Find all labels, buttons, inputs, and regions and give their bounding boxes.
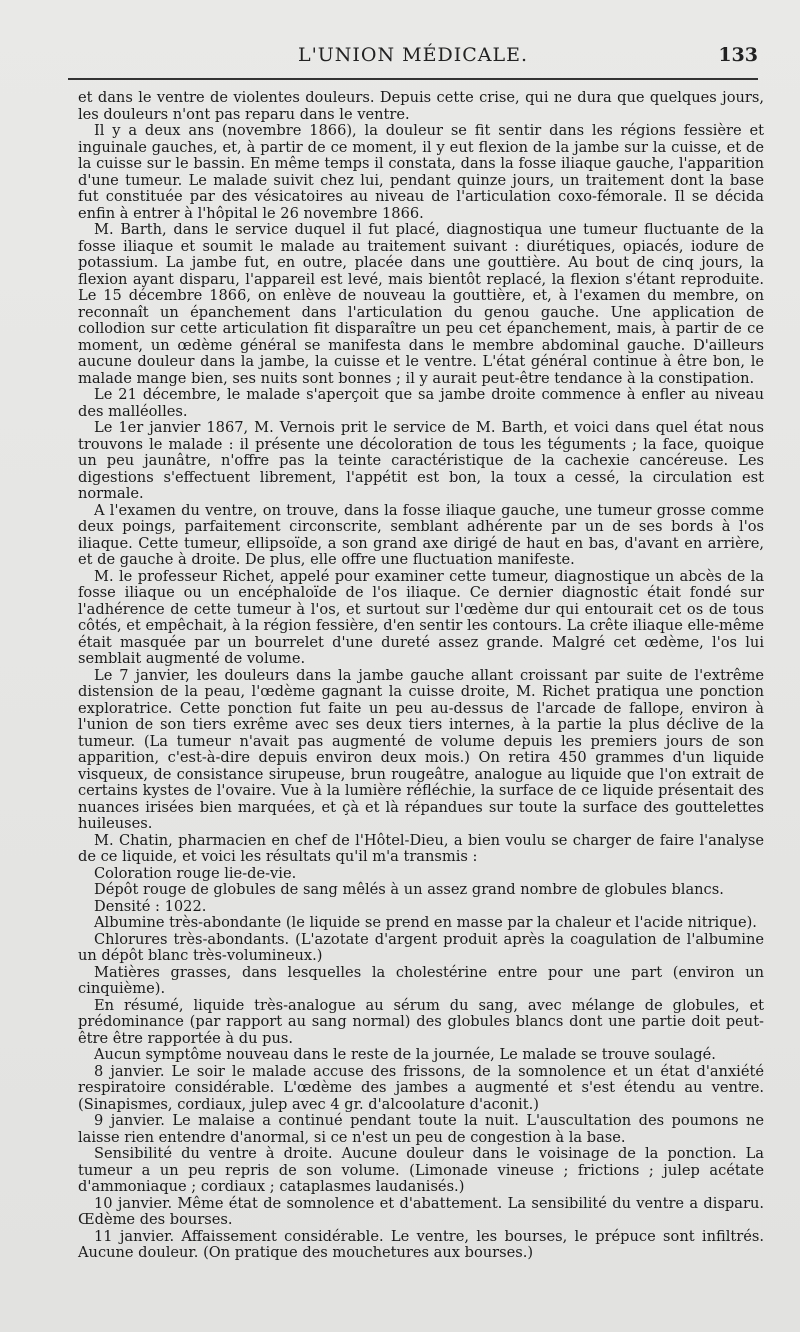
- paragraph: Coloration rouge lie-de-vie.: [94, 864, 297, 882]
- paragraph: Dépôt rouge de globules de sang mêlés à un assez grand nombre de globules blancs.: [94, 881, 724, 898]
- paragraph: Aucun symptôme nouveau dans le reste de la journée, Le malade se trouve soulagé.: [94, 1046, 716, 1063]
- paragraph: Densité : 1022.: [94, 897, 207, 915]
- paragraph: En résumé, liquide très-analogue au sérum du sang, avec mélange de globules, et prédominance (par rapport au sang normal) des globules blancs dont une partie doit peut-être être rapportée à du pus.: [78, 996, 764, 1047]
- header-rule: [68, 78, 758, 80]
- paragraph: M. Barth, dans le service duquel il fut placé, diagnostiqua une tumeur fluctuante de la fosse iliaque et soumit le malade au traitement suivant : diurétiques, opiacés, iodure de potassium. La jambe fut, en outre, placée dans une gouttière. Au bout de cinq jours, la flexion ayant disparu, l'appareil est levé, mais bientôt replacé, la flexion s'étant reproduite. Le 15 décembre 1866, on enlève de nouveau la gouttière, et, à l'examen du membre, on reconnaît un épanchement dans l'articulation du genou gauche. Une application de collodion sur cette articulation fit disparaître un peu cet épanchement, mais, à partir de ce moment, un œdème général se manifesta dans le membre abdominal gauche. D'ailleurs aucune douleur dans la jambe, la cuisse et le ventre. L'état général continue à être bon, le malade mange bien, ses nuits sont bonnes ; il y aurait peut-être tendance à la constipation.: [78, 221, 764, 387]
- paragraph: Chlorures très-abondants. (L'azotate d'argent produit après la coagulation de l'albumine un dépôt blanc très-volumineux.): [78, 930, 764, 964]
- paragraph: A l'examen du ventre, on trouve, dans la fosse iliaque gauche, une tumeur grosse comme deux poings, parfaitement circonscrite, semblant adhérente par un de ses bords à l'os iliaque. Cette tumeur, ellipsoïde, a son grand axe dirigé de haut en bas, d'avant en arrière, et de gauche à droite. De plus, elle offre une fluctuation manifeste.: [78, 501, 764, 568]
- paragraph: Sensibilité du ventre à droite. Aucune douleur dans le voisinage de la ponction. La tumeur a un peu repris de son volume. (Limonade vineuse ; frictions ; julep acétate d'ammoniaque ; cordiaux ; cataplasmes laudanisés.): [78, 1145, 764, 1195]
- paragraph: Le 1er janvier 1867, M. Vernois prit le service de M. Barth, et voici dans quel état nous trouvons le malade : il présente une décoloration de tous les téguments ; la face, quoique un peu jaunâtre, n'offre pas la teinte caractéristique de la cachexie cancéreuse. Les digestions s'effectuent librement, l'appétit est bon, la toux a cessé, la circulation est normale.: [78, 419, 764, 502]
- paragraph: Il y a deux ans (novembre 1866), la douleur se fit sentir dans les régions fessière et inguinale gauches, et, à partir de ce moment, il y eut flexion de la jambe sur la cuisse, et de la cuisse sur le bassin. En même temps il constata, dans la fosse iliaque gauche, l'apparition d'une tumeur. Le malade suivit chez lui, pendant quinze jours, un traitement dont la base fut constituée par des vésicatoires au niveau de l'articulation coxo-fémorale. Il se décida enfin à entrer à l'hôpital le 26 novembre 1866.: [78, 122, 764, 222]
- paragraph: Le 7 janvier, les douleurs dans la jambe gauche allant croissant par suite de l'extrême distension de la peau, l'œdème gagnant la cuisse droite, M. Richet pratiqua une ponction exploratrice. Cette ponction fut faite un peu au-dessus de l'arcade de fallope, environ à l'union de son tiers exrême avec ses deux tiers internes, à la partie la plus déclive de la tumeur. (La tumeur n'avait pas augmenté de volume depuis les premiers jours de son apparition, c'est-à-dire depuis environ deux mois.) On retira 450 grammes d'un liquide visqueux, de consistance sirupeuse, brun rougeâtre, analogue au liquide que l'on extrait de certains kystes de l'ovaire. Vue à la lumière réfléchie, la surface de ce liquide présentait des nuances irisées bien marquées, et çà et là répandues sur toute la surface des gouttelettes huileuses.: [78, 666, 764, 832]
- paragraph: 11 janvier. Affaissement considérable. Le ventre, les bourses, le prépuce sont infiltrés. Aucune douleur. (On pratique des mouchetures aux bourses.): [78, 1227, 764, 1261]
- paragraph: 10 janvier. Même état de somnolence et d'abattement. La sensibilité du ventre a disparu. Œdème des bourses.: [78, 1194, 764, 1228]
- body-text: [78, 90, 764, 1262]
- page-header: [68, 44, 758, 74]
- paragraph: M. Chatin, pharmacien en chef de l'Hôtel-Dieu, a bien voulu se charger de faire l'analyse de ce liquide, et voici les résultats qu'il m'a transmis :: [78, 831, 764, 865]
- page-number: 133: [718, 44, 758, 66]
- running-title: L'UNION MÉDICALE.: [297, 44, 529, 66]
- paragraph: Matières grasses, dans lesquelles la cholestérine entre pour une part (environ un cinquième).: [78, 963, 764, 997]
- paragraph: 8 janvier. Le soir le malade accuse des frissons, de la somnolence et un état d'anxiété respiratoire considérable. L'œdème des jambes a augmenté et s'est étendu au ventre. (Sinapismes, cordiaux, julep avec 4 gr. d'alcoolature d'aconit.): [78, 1062, 764, 1113]
- paragraph: M. le professeur Richet, appelé pour examiner cette tumeur, diagnostique un abcès de la fosse iliaque ou un encéphaloïde de l'os iliaque. Ce dernier diagnostic était fondé sur l'adhérence de cette tumeur à l'os, et surtout sur l'œdème dur qui entourait cet os de tous côtés, et empêchait, à la région fessière, d'en sentir les contours. La crête iliaque elle-même était masquée par un bourrelet d'une dureté assez grande. Malgré cet œdème, l'os lui semblait augmenté de volume.: [78, 567, 764, 667]
- paragraph: Albumine très-abondante (le liquide se prend en masse par la chaleur et l'acide nitrique).: [94, 914, 757, 931]
- paragraph: Le 21 décembre, le malade s'aperçoit que sa jambe droite commence à enfler au niveau des malléolles.: [78, 386, 764, 420]
- paragraph: et dans le ventre de violentes douleurs. Depuis cette crise, qui ne dura que quelques jours, les douleurs n'ont pas reparu dans le ventre.: [78, 89, 764, 123]
- paragraph: 9 janvier. Le malaise a continué pendant toute la nuit. L'auscultation des poumons ne laisse rien entendre d'anormal, si ce n'est un peu de congestion à la base.: [78, 1112, 764, 1146]
